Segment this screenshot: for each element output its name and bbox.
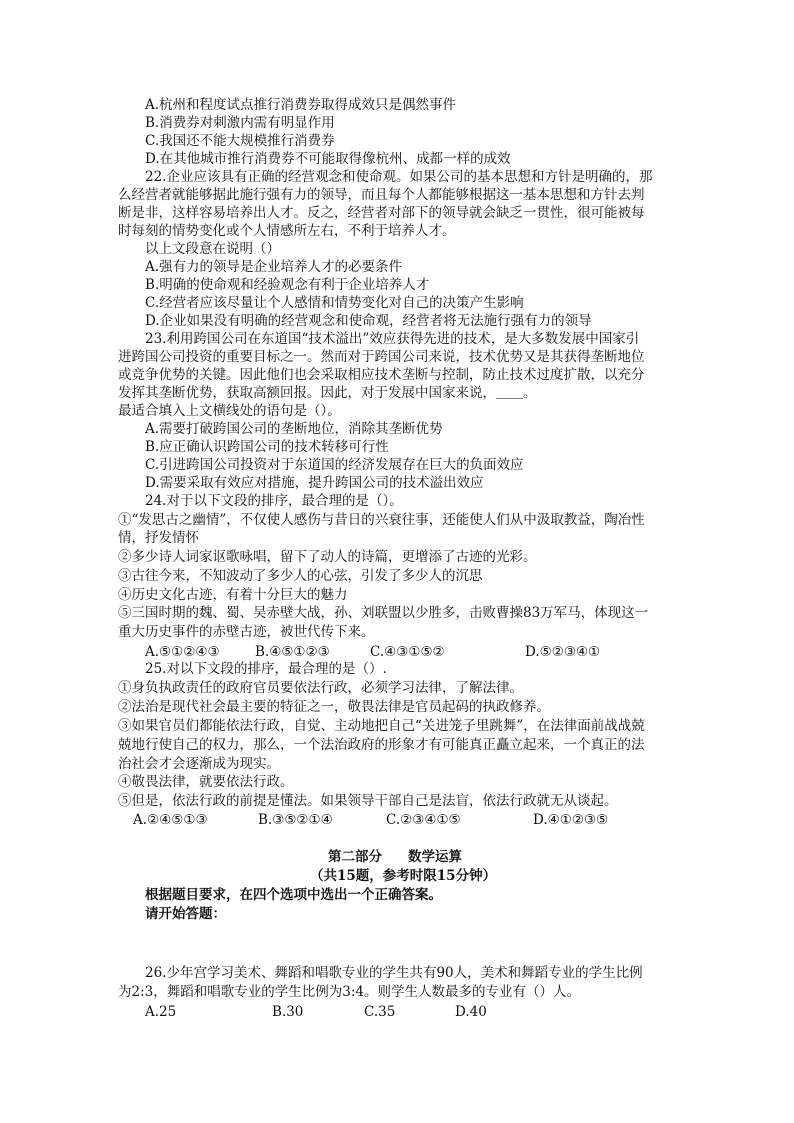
- q23-option-c: C.引进跨国公司投资对于东道国的经济发展存在巨大的负面效应: [145, 457, 524, 473]
- part2-title-part: 第二部分: [328, 849, 382, 865]
- q25-item: ①身负执政责任的政府官员要依法行政，必须学习法律，了解法律。: [118, 680, 523, 696]
- q21-option-a: A.杭州和程度试点推行消费券取得成效只是偶然事件: [145, 97, 457, 113]
- q26-option-a: A.25: [145, 1004, 177, 1020]
- part2-start: 请开始答题：: [145, 906, 226, 922]
- q25-option-c: C.②③④①⑤: [386, 812, 461, 828]
- part2-instruction: 根据题目要求，在四个选项中选出一个正确答案。: [145, 887, 442, 903]
- q25-item: 兢地行使自己的权力，那么，一个法治政府的形象才有可能真正矗立起来，一个真正的法: [118, 737, 645, 753]
- q24-item: ④历史文化古迹，有着十分巨大的魅力: [118, 587, 348, 603]
- q24-stem: 24.对于以下文段的排序，最合理的是（）。: [145, 493, 403, 509]
- q22-option-a: A.强有力的领导是企业培养人才的必要条件: [145, 259, 403, 275]
- q23-stem-line: 进跨国公司投资的重要目标之一。然而对于跨国公司来说，技术优势又是其获得垄断地位: [118, 349, 645, 365]
- q22-stem-line: 么经营者就能够据此施行强有力的领导，而且每个人都能够根据这一基本思想和方针去判: [118, 187, 645, 203]
- q22-option-c: C.经营者应该尽量让个人感情和情势变化对自己的决策产生影响: [145, 295, 524, 311]
- q23-stem-line: 或竞争优势的关键。因此他们也会采取相应技术垄断与控制，防止技术过度扩散，以充分: [118, 367, 645, 383]
- q22-stem-line: 断是非，这样容易培养出人才。反之，经营者对部下的领导就会缺乏一贯性，很可能被每: [118, 205, 645, 221]
- q22-option-d: D.企业如果没有明确的经营观念和使命观，经营者将无法施行强有力的领导: [145, 313, 592, 329]
- part2-title-name: 数学运算: [408, 849, 462, 865]
- q26-stem-line: 26.少年宫学习美术、舞蹈和唱歌专业的学生共有90人，美术和舞蹈专业的学生比例: [145, 965, 643, 981]
- q23-stem-line: 23.利用跨国公司在东道国“技术溢出”效应获得先进的技术，是大多数发展中国家引: [145, 331, 640, 347]
- q26-stem-line: 为2:3，舞蹈和唱歌专业的学生比例为3:4。则学生人数最多的专业有（）人。: [118, 984, 580, 1000]
- q23-question: 最适合填入上文横线处的语句是（）。: [118, 403, 341, 419]
- q24-item: ⑤三国时期的魏、蜀、吴赤壁大战，孙、刘联盟以少胜多，击败曹操83万军马，体现这一: [118, 605, 649, 621]
- q24-option-c: C.④③①⑤②: [370, 644, 445, 660]
- q26-option-c: C.35: [364, 1004, 396, 1020]
- q25-option-d: D.④①②③⑤: [533, 812, 609, 828]
- q24-option-d: D.⑤②③④①: [525, 644, 601, 660]
- q22-question: 以上文段意在说明（）: [145, 241, 280, 257]
- q24-item: ③古往今来，不知波动了多少人的心弦，引发了多少人的沉思: [118, 568, 483, 584]
- q24-option-b: B.④⑤①②③: [255, 644, 330, 660]
- q25-item: ③如果官员们都能依法行政，自觉、主动地把自己“关进笼子里跳舞”，在法律面前战战兢: [118, 718, 645, 734]
- q25-item: ②法治是现代社会最主要的特征之一，敬畏法律是官员起码的执政修养。: [118, 699, 550, 715]
- q25-option-a: A.②④⑤①③: [133, 812, 208, 828]
- q21-option-d: D.在其他城市推行消费券不可能取得像杭州、成都一样的成效: [145, 151, 511, 167]
- q25-option-b: B.③⑤②①④: [258, 812, 333, 828]
- q22-option-b: B.明确的使命观和经验观念有利于企业培养人才: [145, 277, 430, 293]
- q23-option-b: B.应正确认识跨国公司的技术转移可行性: [145, 439, 389, 455]
- q21-option-c: C.我国还不能大规模推行消费券: [145, 133, 335, 149]
- q23-option-d: D.需要采取有效应对措施，提升跨国公司的技术溢出效应: [145, 475, 484, 491]
- q23-stem-line: 发挥其垄断优势，获取高额回报。因此，对于发展中国家来说，＿＿。: [118, 385, 537, 401]
- q24-item: ①“发思古之幽情”，不仅使人感伤与昔日的兴衰往事，还能使人们从中汲取教益，陶冶性: [118, 512, 645, 528]
- q26-option-b: B.30: [272, 1004, 304, 1020]
- q24-item: ②多少诗人词家讴歌咏唱，留下了动人的诗篇，更增添了古迹的光彩。: [118, 549, 537, 565]
- q23-option-a: A.需要打破跨国公司的垄断地位，消除其垄断优势: [145, 421, 443, 437]
- q25-item: ④敬畏法律，就要依法行政。: [118, 774, 294, 790]
- q22-stem-line: 22.企业应该具有正确的经营观念和使命观。如果公司的基本思想和方针是明确的，那: [145, 169, 653, 185]
- q25-stem: 25.对以下文段的排序，最合理的是（）.: [145, 661, 387, 677]
- q21-option-b: B.消费券对刺激内需有明显作用: [145, 115, 335, 131]
- q24-option-a: A.⑤①②④③: [145, 644, 220, 660]
- q25-item: ⑤但是，依法行政的前提是懂法。如果领导干部自己是法盲，依法行政就无从谈起。: [118, 793, 618, 809]
- q26-option-d: D.40: [455, 1004, 487, 1020]
- q25-item: 治社会才会逐渐成为现实。: [118, 756, 280, 772]
- q22-stem-line: 时每刻的情势变化或个人情感所左右，不利于培养人才。: [118, 223, 456, 239]
- q24-item: 重大历史事件的赤壁古迹，被世代传下来。: [118, 624, 375, 640]
- q24-item: 情，抒发情怀: [118, 530, 199, 546]
- part2-subtitle: （共15题，参考时限15分钟）: [310, 868, 497, 884]
